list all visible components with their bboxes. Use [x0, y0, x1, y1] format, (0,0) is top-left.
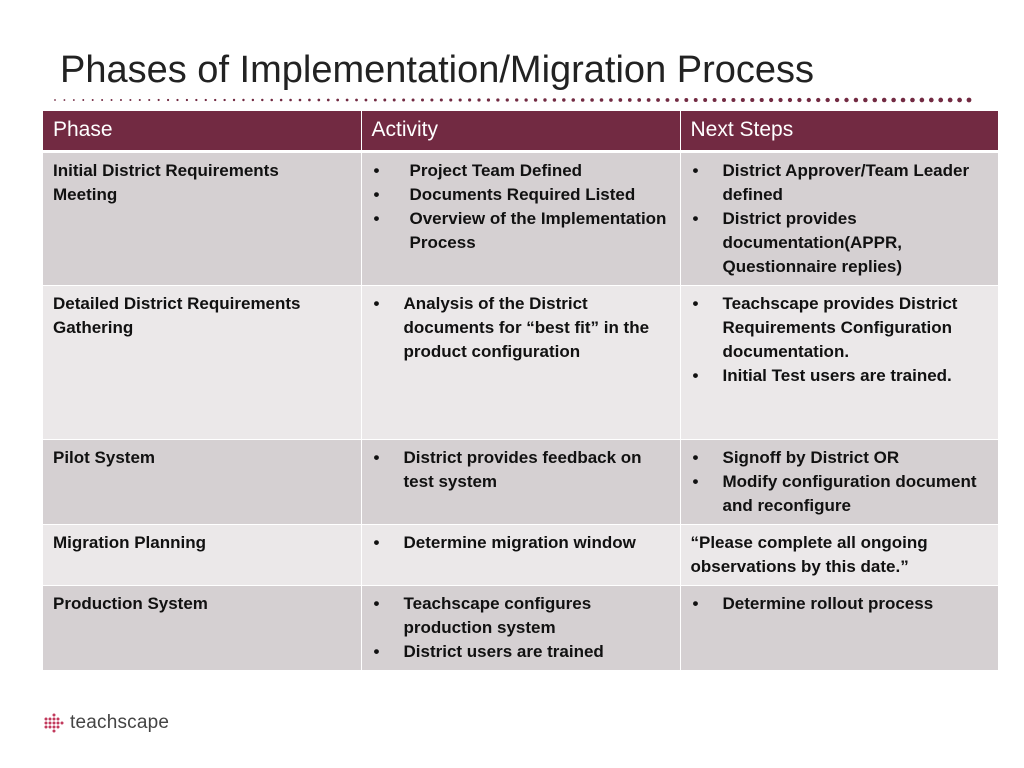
- divider-dot: [684, 98, 688, 102]
- logo-dot: [45, 718, 48, 721]
- divider-dot: [957, 98, 962, 103]
- divider-dot: [308, 99, 311, 102]
- divider-dot: [346, 99, 349, 102]
- table-row: [43, 151, 998, 285]
- table-row: [43, 285, 998, 439]
- logo-dot: [57, 718, 60, 721]
- divider-dot: [167, 99, 169, 101]
- logo-dot: [49, 726, 52, 729]
- header-activity: Activity: [361, 111, 680, 151]
- logo-dot: [57, 722, 60, 725]
- divider-dot: [628, 98, 632, 102]
- list-item: • Teachscape configures production system: [373, 593, 592, 637]
- divider-dot: [205, 99, 207, 101]
- list-item: • District provides feedback on test system: [373, 447, 642, 491]
- divider-dot: [534, 98, 537, 101]
- divider-dot: [581, 98, 585, 102]
- logo-dot: [53, 718, 56, 721]
- logo-dot: [53, 730, 56, 733]
- divider-dot: [543, 98, 546, 101]
- list-item: • Project Team Defined: [373, 160, 583, 180]
- divider-dot: [139, 99, 141, 101]
- divider-dot: [327, 99, 330, 102]
- list-item: • Signoff by District OR: [692, 447, 900, 467]
- divider-dot: [355, 99, 358, 102]
- divider-dot: [440, 98, 443, 101]
- divider-dot: [64, 99, 66, 101]
- divider-dot: [477, 98, 480, 101]
- phase-label: Production System: [53, 593, 208, 613]
- divider-dot: [496, 98, 499, 101]
- slide-title: Phases of Implementation/Migration Process: [60, 49, 815, 91]
- divider-dot: [863, 98, 867, 102]
- divider-dot: [468, 98, 471, 101]
- teachscape-logo: [44, 712, 169, 734]
- activity-cell: [361, 439, 680, 524]
- list-item: • Analysis of the District documents for “best fit” in the product configuration: [373, 293, 650, 361]
- divider-dot: [571, 98, 575, 102]
- divider-dot: [336, 99, 339, 102]
- list-item: • Modify configuration document and reconfigure: [692, 471, 977, 515]
- header-next-steps: Next Steps: [680, 111, 998, 151]
- divider-dot: [92, 99, 94, 101]
- logo-dot: [57, 726, 60, 729]
- divider-dot: [731, 98, 735, 102]
- logo-dot: [61, 722, 64, 725]
- divider-dot: [270, 99, 273, 102]
- divider-dot: [54, 99, 56, 101]
- table-row: [43, 585, 998, 670]
- phase-label: Migration Planning: [53, 532, 206, 552]
- activity-cell: [361, 585, 680, 670]
- divider-dot: [967, 98, 972, 103]
- divider-dot: [261, 99, 263, 101]
- divider-dot: [760, 98, 764, 102]
- divider-dot: [506, 98, 509, 101]
- list-item: • District users are trained: [373, 641, 604, 661]
- divider-dot: [73, 99, 75, 101]
- divider-dot: [289, 99, 292, 102]
- divider-dot: [788, 98, 792, 102]
- divider-dot: [844, 98, 848, 102]
- phases-table: [43, 111, 998, 671]
- divider-dot: [619, 98, 623, 102]
- divider-dot: [214, 99, 216, 101]
- divider-dot: [750, 98, 754, 102]
- divider-dot: [242, 99, 244, 101]
- divider-dot: [854, 98, 858, 102]
- list-item: • Determine migration window: [373, 532, 636, 552]
- divider-dot: [111, 99, 113, 101]
- divider-dot: [158, 99, 160, 101]
- table-row: [43, 439, 998, 524]
- divider-dot: [873, 98, 878, 103]
- divider-dot: [365, 99, 368, 102]
- divider-dot: [176, 99, 178, 101]
- dotted-divider: [52, 95, 972, 105]
- logo-dot: [53, 722, 56, 725]
- divider-dot: [694, 98, 698, 102]
- activity-cell: [361, 151, 680, 285]
- divider-dot: [524, 98, 527, 101]
- divider-dot: [280, 99, 283, 102]
- next-steps-cell: [680, 524, 998, 585]
- logo-dot: [45, 726, 48, 729]
- list-item: • District provides documentation(APPR, Questionnaire replies): [692, 208, 902, 276]
- divider-dot: [769, 98, 773, 102]
- divider-dot: [825, 98, 829, 102]
- divider-dot: [449, 98, 452, 101]
- divider-dot: [412, 99, 415, 102]
- phase-label: Detailed District Requirements Gathering: [53, 293, 301, 337]
- logo-text: teachscape: [70, 712, 170, 733]
- logo-dot: [45, 722, 48, 725]
- divider-dot: [487, 98, 490, 101]
- list-item: • Determine rollout process: [692, 593, 934, 613]
- next-steps-cell: [680, 151, 998, 285]
- divider-dot: [901, 98, 906, 103]
- next-steps-quote: “Please complete all ongoing observations by this date.”: [690, 532, 928, 576]
- list-item: • District Approver/Team Leader defined: [692, 160, 970, 204]
- divider-dot: [703, 98, 707, 102]
- divider-dot: [562, 98, 565, 101]
- next-steps-cell: [680, 585, 998, 670]
- divider-dot: [647, 98, 651, 102]
- divider-dot: [807, 98, 811, 102]
- next-steps-cell: [680, 439, 998, 524]
- logo-dot: [49, 722, 52, 725]
- divider-dot: [233, 99, 235, 101]
- list-item: • Teachscape provides District Requirements Configuration documentation.: [692, 293, 958, 361]
- table-row: [43, 524, 998, 585]
- divider-dot: [656, 98, 660, 102]
- divider-dot: [402, 99, 405, 102]
- divider-dot: [778, 98, 782, 102]
- divider-dot: [383, 99, 386, 102]
- divider-dot: [882, 98, 887, 103]
- divider-dot: [713, 98, 717, 102]
- phase-cell: [43, 439, 361, 524]
- list-item: • Overview of the Implementation Process: [373, 208, 667, 252]
- divider-dot: [120, 99, 122, 101]
- phase-cell: [43, 524, 361, 585]
- divider-dot: [637, 98, 641, 102]
- divider-dot: [82, 99, 84, 101]
- divider-dot: [816, 98, 820, 102]
- phase-label: Initial District Requirements Meeting: [53, 160, 279, 204]
- divider-dot: [929, 98, 934, 103]
- divider-dot: [891, 98, 896, 103]
- divider-dot: [722, 98, 726, 102]
- list-item: • Initial Test users are trained.: [692, 365, 952, 385]
- divider-dot: [148, 99, 150, 101]
- activity-cell: [361, 285, 680, 439]
- header-phase: Phase: [43, 111, 361, 151]
- logo-dot: [49, 718, 52, 721]
- divider-dot: [741, 98, 745, 102]
- phase-cell: [43, 151, 361, 285]
- teachscape-dots-icon: [44, 712, 64, 734]
- divider-dot: [129, 99, 131, 101]
- divider-dot: [948, 98, 953, 103]
- divider-dot: [421, 99, 424, 102]
- divider-dot: [675, 98, 679, 102]
- divider-dot: [515, 98, 518, 101]
- divider-dot: [223, 99, 225, 101]
- divider-dot: [666, 98, 670, 102]
- divider-dot: [835, 98, 839, 102]
- divider-dot: [318, 99, 321, 102]
- divider-dot: [252, 99, 254, 101]
- phase-cell: [43, 585, 361, 670]
- divider-dot: [195, 99, 197, 101]
- phase-cell: [43, 285, 361, 439]
- divider-dot: [101, 99, 103, 101]
- table-header-row: [43, 111, 998, 151]
- divider-dot: [553, 98, 556, 101]
- next-steps-cell: [680, 285, 998, 439]
- divider-dot: [910, 98, 915, 103]
- divider-dot: [590, 98, 594, 102]
- divider-dot: [186, 99, 188, 101]
- divider-dot: [600, 98, 604, 102]
- divider-dot: [393, 99, 396, 102]
- divider-dot: [374, 99, 377, 102]
- activity-cell: [361, 524, 680, 585]
- divider-dot: [938, 98, 943, 103]
- divider-dot: [430, 98, 433, 101]
- divider-dot: [459, 98, 462, 101]
- list-item: • Documents Required Listed: [373, 184, 636, 204]
- phase-label: Pilot System: [53, 447, 156, 467]
- divider-dot: [299, 99, 302, 102]
- divider-dot: [920, 98, 925, 103]
- divider-dot: [609, 98, 613, 102]
- logo-dot: [53, 714, 56, 717]
- divider-dot: [797, 98, 801, 102]
- logo-dot: [53, 726, 56, 729]
